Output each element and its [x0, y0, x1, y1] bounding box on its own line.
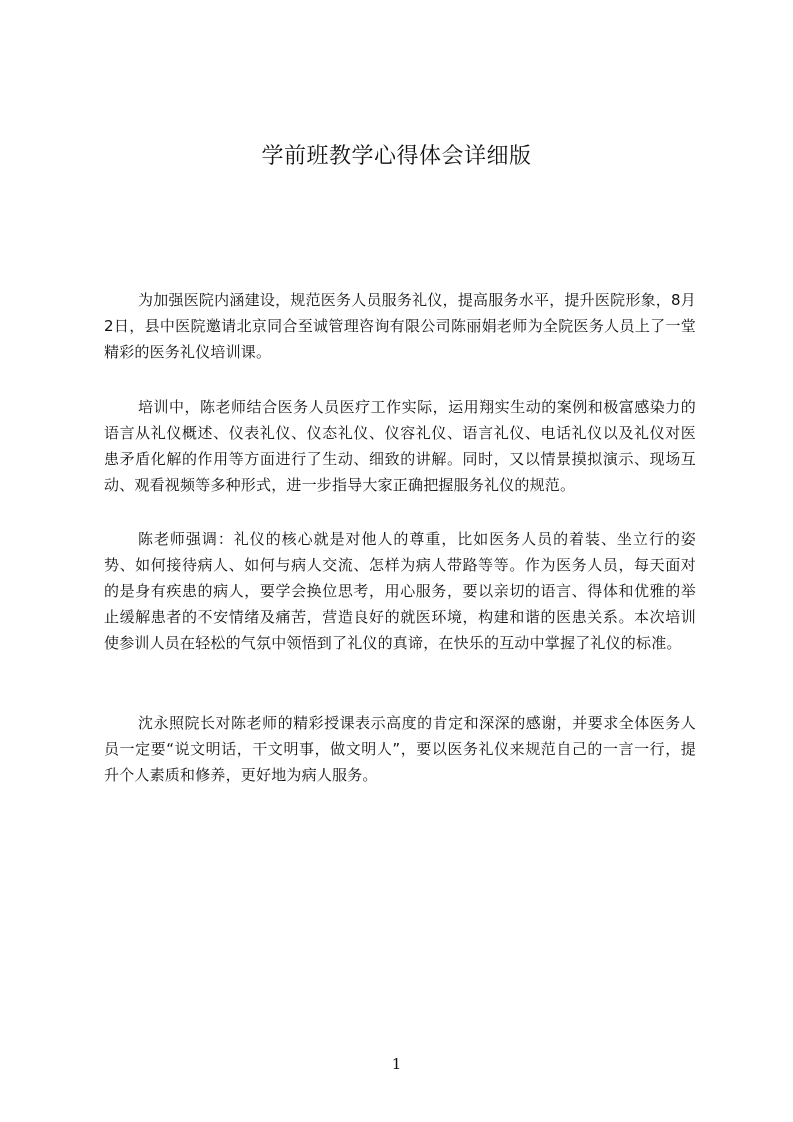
paragraph-1: 为加强医院内涵建设，规范医务人员服务礼仪，提高服务水平，提升医院形象，8月2日，县中医院邀请北京同合至诚管理咨询有限公司陈丽娟老师为全院医务人员上了一堂精彩的医务礼仪培训课。 [104, 291, 696, 361]
document-title: 学前班教学心得体会详细版 [261, 144, 532, 169]
page-number: 1 [391, 1055, 402, 1073]
paragraph-3: 陈老师强调：礼仪的核心就是对他人的尊重，比如医务人员的着装、坐立行的姿势、如何接待病人、如何与病人交流、怎样为病人带路等等。作为医务人员，每天面对的是身有疾患的病人，要学会换位思考，用心服务，要以亲切的语言、得体和优雅的举止缓解患者的不安情绪及痛苦，营造良好的就医环境，构建和谐的医患关系。本次培训使参训人员在轻松的气氛中领悟到了礼仪的真谛，在快乐的互动中掌握了礼仪的标准。 [104, 530, 696, 652]
paragraph-2: 培训中，陈老师结合医务人员医疗工作实际，运用翔实生动的案例和极富感染力的语言从礼仪概述、仪表礼仪、仪态礼仪、仪容礼仪、语言礼仪、电话礼仪以及礼仪对医患矛盾化解的作用等方面进行了生动、细致的讲解。同时，又以情景摸拟演示、现场互动、观看视频等多种形式，进一步指导大家正确把握服务礼仪的规范。 [104, 398, 696, 494]
paragraph-4: 沈永照院长对陈老师的精彩授课表示高度的肯定和深深的感谢，并要求全体医务人员一定要“说文明话，干文明事，做文明人”，要以医务礼仪来规范自己的一言一行，提升个人素质和修养，更好地为病人服务。 [104, 714, 696, 784]
